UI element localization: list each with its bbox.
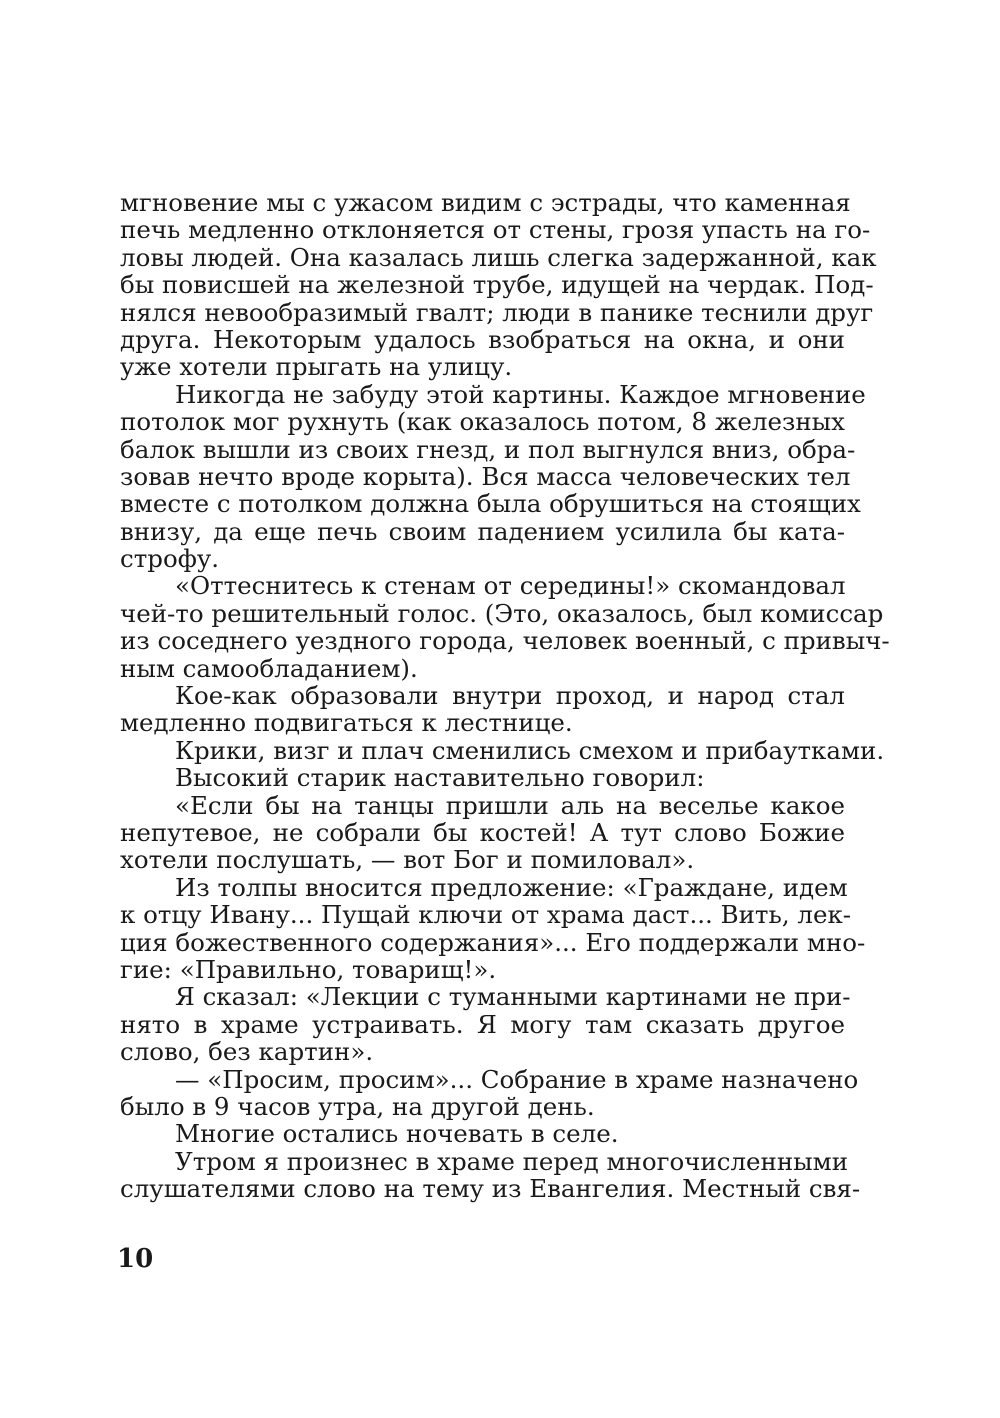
text-line: «Оттеснитесь к стенам от середины!» скомандовал [175, 571, 846, 601]
text-line: чей-то решительный голос. (Это, оказалось, был комиссар [120, 598, 884, 628]
text-line: внизу, да еще печь своим падением усилила бы ката- [120, 516, 845, 546]
text-line: балок вышли из своих гнезд, и пол выгнулся вниз, обра- [120, 434, 856, 464]
text-line: слушателями слово на тему из Евангелия. Местный свя- [120, 1174, 861, 1204]
text-line: вместе с потолком должна была обрушиться на стоящих [120, 489, 861, 519]
text-line: нялся невообразимый гвалт; люди в панике теснили друг [120, 297, 874, 327]
text-line: друга. Некоторым удалось взобраться на окна, и они [120, 324, 845, 354]
text-line: Утром я произнес в храме перед многочисленными [175, 1146, 849, 1176]
text-line: к отцу Ивану... Пущай ключи от храма даст... Вить, лек- [120, 900, 852, 930]
text-line: хотели послушать, — вот Бог и помиловал». [120, 845, 695, 875]
text-line: уже хотели прыгать на улицу. [120, 352, 513, 382]
text-line: Высокий старик наставительно говорил: [175, 763, 705, 793]
text-line: Из толпы вносится предложение: «Граждане, идем [175, 872, 848, 902]
text-line: было в 9 часов утра, на другой день. [120, 1091, 595, 1121]
text-line: гие: «Правильно, товарищ!». [120, 954, 497, 984]
text-line: печь медленно отклоняется от стены, грозя упасть на го- [120, 215, 871, 245]
text-line: мгновение мы с ужасом видим с эстрады, что каменная [120, 188, 851, 217]
text-line: медленно подвигаться к лестнице. [120, 708, 573, 738]
text-line: нято в храме устраивать. Я могу там сказать другое [120, 1009, 845, 1039]
text-line: Никогда не забуду этой картины. Каждое мгновение [175, 379, 866, 409]
text-line: бы повисшей на железной трубе, идущей на чердак. Под- [120, 270, 874, 300]
text-line: строфу. [120, 544, 220, 574]
text-line: Многие остались ночевать в селе. [175, 1119, 619, 1149]
text-line: Крики, визг и плач сменились смехом и прибаутками. [175, 735, 885, 765]
text-line: непутевое, не собрали бы костей! А тут слово Божие [120, 817, 845, 847]
text-line: Кое-как образовали внутри проход, и народ стал [175, 681, 845, 711]
text-line: ция божественного содержания»... Его поддержали мно- [120, 927, 866, 957]
text-line: — «Просим, просим»... Собрание в храме назначено [175, 1064, 859, 1094]
text-line: из соседнего уездного города, человек военный, с привыч- [120, 626, 890, 656]
text-line: ным самообладанием). [120, 653, 418, 683]
text-line: «Если бы на танцы пришли аль на веселье какое [175, 790, 845, 820]
page-number: 10 [117, 1244, 154, 1274]
text-line: Я сказал: «Лекции с туманными картинами не при- [175, 982, 851, 1012]
text-line: потолок мог рухнуть (как оказалось потом, 8 железных [120, 407, 845, 437]
text-line: зовав нечто вроде корыта). Вся масса человеческих тел [120, 461, 851, 491]
text-line: слово, без картин». [120, 1037, 374, 1067]
text-line: ловы людей. Она казалась лишь слегка задержанной, как [120, 242, 877, 272]
body-text [120, 188, 890, 1204]
